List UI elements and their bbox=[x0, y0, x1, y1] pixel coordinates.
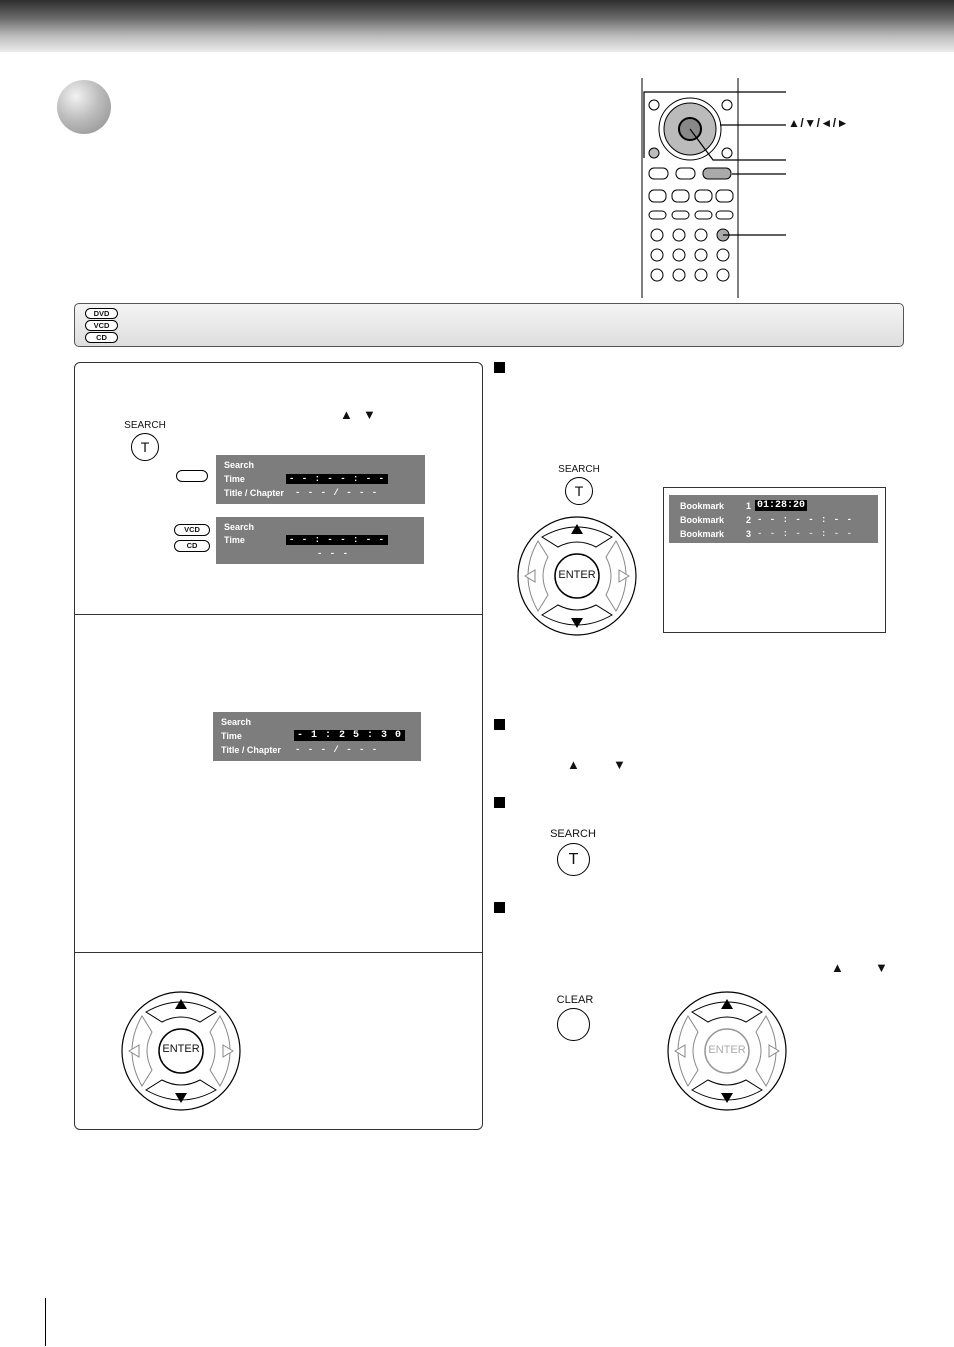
step-divider bbox=[75, 952, 482, 953]
remote-button bbox=[695, 269, 707, 281]
bookmark-3-value[interactable]: - - : - - : - - bbox=[757, 529, 854, 539]
remote-button bbox=[717, 249, 729, 261]
search-button-label: SEARCH bbox=[558, 464, 600, 475]
vcd-badge: VCD bbox=[85, 320, 118, 331]
down-arrow-icon: ▼ bbox=[613, 757, 626, 772]
step-divider bbox=[75, 614, 482, 615]
enter-label: ENTER bbox=[558, 569, 596, 581]
osd-entered-time: Search Time - 1 : 2 5 : 3 0 Title / Chapter - - - / - - - bbox=[213, 712, 421, 761]
bookmark-label: Bookmark bbox=[680, 515, 725, 525]
bookmark-label: Bookmark bbox=[680, 501, 725, 511]
down-arrow-icon: ▼ bbox=[363, 407, 376, 422]
section-circle-icon bbox=[57, 80, 111, 134]
search-button[interactable]: T bbox=[557, 843, 590, 876]
down-arrow-icon: ▼ bbox=[875, 960, 888, 975]
section-bullet-icon bbox=[494, 719, 505, 730]
remote-button bbox=[673, 249, 685, 261]
vcd-badge: VCD bbox=[174, 524, 210, 536]
osd-vcd-search: Search Time - - : - - : - - - - - bbox=[216, 517, 424, 564]
search-button[interactable]: T bbox=[131, 433, 159, 461]
section-bullet-icon bbox=[494, 362, 505, 373]
disc-type-bar bbox=[74, 303, 904, 347]
time-input[interactable]: - 1 : 2 5 : 3 0 bbox=[294, 730, 405, 741]
remote-button bbox=[717, 269, 729, 281]
steps-panel bbox=[74, 362, 483, 1130]
cd-badge: CD bbox=[174, 540, 210, 552]
remote-callout-lines bbox=[640, 78, 790, 248]
section-bullet-icon bbox=[494, 902, 505, 913]
up-arrow-icon: ▲ bbox=[567, 757, 580, 772]
bookmark-screen bbox=[663, 487, 886, 633]
remote-button bbox=[651, 269, 663, 281]
bookmark-label: Bookmark bbox=[680, 529, 725, 539]
remote-button bbox=[673, 269, 685, 281]
search-button-label: SEARCH bbox=[550, 828, 596, 840]
up-arrow-icon: ▲ bbox=[831, 960, 844, 975]
remote-button bbox=[695, 249, 707, 261]
osd-dvd-search: Search Time - - : - - : - - Title / Chapter - - - / - - - bbox=[216, 455, 425, 504]
osd-bookmarks: Bookmark 1 01:28:20 Bookmark 2 - - : - - : - - Bookmark 3 - - : - - : - - bbox=[669, 495, 878, 543]
header-bar bbox=[0, 0, 954, 52]
dvd-disc-icon bbox=[176, 470, 208, 482]
remote-button bbox=[651, 249, 663, 261]
bookmark-2-value[interactable]: - - : - - : - - bbox=[757, 515, 854, 525]
enter-label: ENTER bbox=[162, 1043, 200, 1055]
title-chapter-value: - - - / - - - bbox=[295, 488, 379, 498]
arrow-keys-label: ▲/▼/◄/► bbox=[788, 116, 850, 130]
enter-label-disabled: ENTER bbox=[708, 1044, 746, 1056]
search-button-label: SEARCH bbox=[124, 420, 166, 431]
search-button[interactable]: T bbox=[565, 477, 593, 505]
bookmark-1-value[interactable]: 01:28:20 bbox=[757, 500, 806, 511]
time-input[interactable]: - - : - - : - - bbox=[286, 474, 388, 484]
clear-button-label: CLEAR bbox=[556, 994, 594, 1006]
dvd-badge: DVD bbox=[85, 308, 118, 319]
title-chapter-value: - - - / - - - bbox=[295, 745, 379, 755]
footer-rule bbox=[45, 1298, 46, 1346]
cd-badge: CD bbox=[85, 332, 118, 343]
section-bullet-icon bbox=[494, 797, 505, 808]
up-arrow-icon: ▲ bbox=[340, 407, 353, 422]
time-input[interactable]: - - : - - : - - bbox=[286, 535, 388, 545]
clear-button[interactable] bbox=[557, 1008, 590, 1041]
